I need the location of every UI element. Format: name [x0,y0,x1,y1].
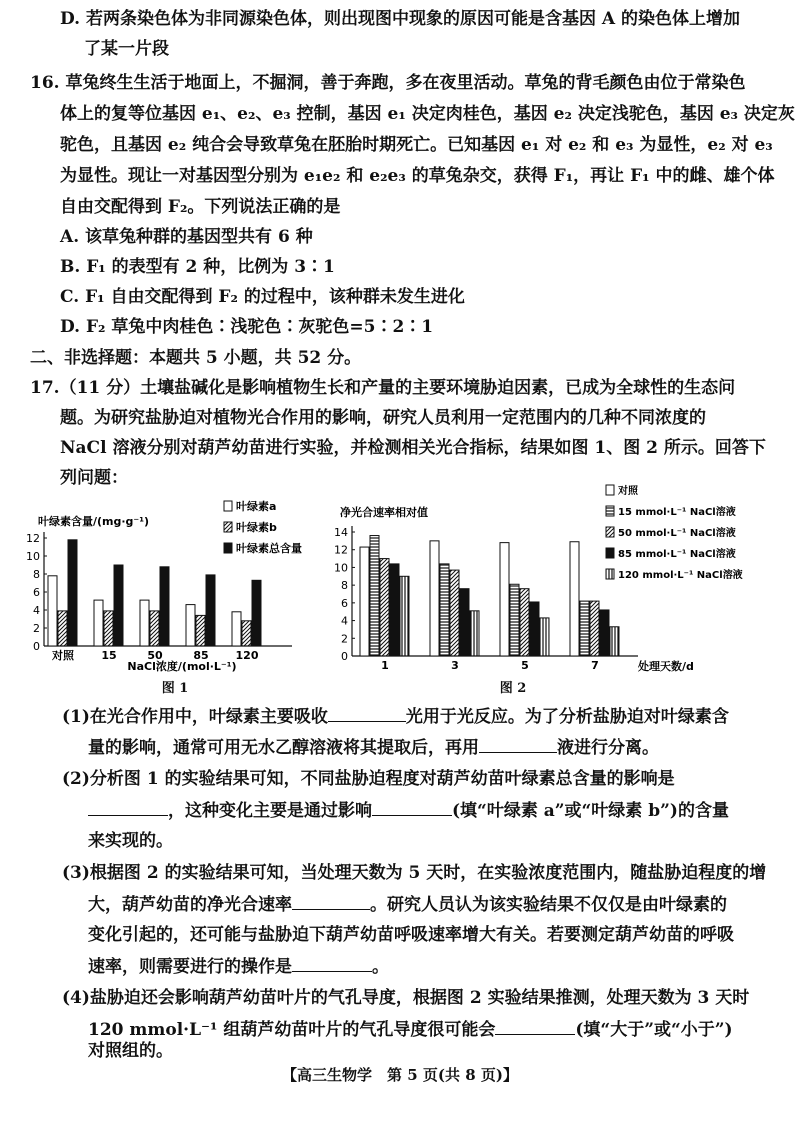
legend-swatch [224,501,232,511]
bar [94,600,103,646]
q17-part2-text-b: ，这种变化主要是通过影响 [168,801,372,821]
q17-part2-line1: (2)分析图 1 的实验结果可知，不同盐胁迫程度对葫芦幼苗叶绿素总含量的影响是 [62,769,675,789]
y-tick-label: 8 [341,579,348,593]
q17-part3-text-b: 大，葫芦幼苗的净光合速率 [88,895,292,915]
x-tick-label: 85 [193,649,209,662]
bar [206,575,215,646]
answer-blank-6[interactable] [292,955,372,972]
figure-2-caption: 图 2 [499,681,527,696]
q17-part2-text-c: (填“叶绿素 a”或“叶绿素 b”)的含量 [452,801,729,821]
answer-blank-1[interactable] [328,705,406,722]
bar [242,621,251,646]
y-tick-label: 4 [341,614,348,628]
legend-swatch [224,522,232,532]
x-axis-label: NaCl浓度/(mol·L⁻¹) [127,660,237,673]
bar [48,576,57,646]
bar [380,559,389,656]
bar [140,600,149,646]
bar [460,589,469,656]
answer-blank-3[interactable] [88,799,168,816]
y-tick-label: 4 [33,604,40,617]
legend-swatch [606,485,614,495]
legend-label: 120 mmol·L⁻¹ NaCl溶液 [618,570,743,581]
q17-stem-line1: 17.（11 分）土壤盐碱化是影响植物生长和产量的主要环境胁迫因素，已成为全球性的生态问 [30,378,736,398]
legend-label: 对照 [618,486,638,497]
legend-label: 叶绿素总含量 [236,542,302,555]
bar [610,627,619,656]
bar [520,589,529,656]
y-tick-label: 10 [26,550,40,563]
bar [500,543,509,656]
q17-part3-text-e: 速率，则需要进行的操作是 [88,957,292,977]
bar [68,540,77,646]
q17-stem-line2: 题。为研究盐胁迫对植物光合作用的影响，研究人员利用一定范围内的几种不同浓度的 [60,408,706,428]
q16-stem-line5: 自由交配得到 F₂。下列说法正确的是 [60,197,341,217]
y-tick-label: 12 [26,532,40,545]
bar [390,564,399,656]
y-tick-label: 0 [33,640,40,653]
q16-option-b: B. F₁ 的表型有 2 种，比例为 3∶1 [60,257,335,277]
q17-stem-line4: 列问题： [60,468,128,488]
x-tick-label: 7 [591,659,599,672]
bar [160,567,169,646]
figure-1-chart [26,498,332,686]
bar [150,611,159,646]
q17-part1-line1 [62,705,729,728]
q17-part2-line2 [88,799,729,822]
x-tick-label: 5 [521,659,529,672]
q15-option-d-cont: 了某一片段 [84,39,169,59]
bar [470,611,479,656]
q17-part1-line2 [88,736,659,759]
x-axis-label: 处理天数/d [638,660,694,673]
bar [600,610,609,656]
q16-stem-line4: 为显性。现让一对基因型分别为 e₁e₂ 和 e₂e₃ 的草兔杂交，获得 F₁，再让 F₁ 中的雌、雄个体 [60,166,775,186]
q16-stem-line3: 驼色，且基因 e₂ 纯合会导致草兔在胚胎时期死亡。已知基因 e₁ 对 e₂ 和 e₃ 为显性，e₂ 对 e₃ [60,135,773,155]
legend-swatch [606,548,614,558]
q17-part1-text-d: 液进行分离。 [557,738,659,758]
y-tick-label: 8 [33,568,40,581]
q17-part4-text-c: (填“大于”或“小于”) [575,1020,733,1040]
bar [196,615,205,646]
x-tick-label: 15 [101,649,117,662]
x-tick-label: 1 [381,659,389,672]
q17-part2-line3: 来实现的。 [88,831,173,851]
y-tick-label: 0 [341,650,348,663]
figure-1-caption: 图 1 [161,681,189,696]
figure-2-chart [334,480,770,686]
legend-label: 15 mmol·L⁻¹ NaCl溶液 [618,507,736,518]
bar [510,584,519,656]
y-tick-label: 10 [334,561,348,575]
q16-option-a: A. 该草兔种群的基因型共有 6 种 [60,227,313,247]
bar [570,542,579,656]
bar [580,601,589,656]
legend-label: 叶绿素b [236,521,277,534]
y-tick-label: 6 [341,596,348,610]
q16-option-c: C. F₁ 自由交配得到 F₂ 的过程中，该种群未发生进化 [60,287,465,307]
q17-part1-text-b: 光用于光反应。为了分析盐胁迫对叶绿素含 [405,707,729,727]
q17-part3-line4 [88,955,389,978]
bar [540,618,549,656]
bar [114,565,123,646]
bar [440,564,449,656]
legend-swatch [606,527,614,537]
q17-stem-line3: NaCl 溶液分别对葫芦幼苗进行实验，并检测相关光合指标，结果如图 1、图 2 所示。回答下 [60,438,766,458]
bar [232,612,241,646]
y-tick-label: 2 [33,622,40,635]
q16-stem-line2: 体上的复等位基因 e₁、e₂、e₃ 控制，基因 e₁ 决定肉桂色，基因 e₂ 决定浅驼色，基因 e₃ 决定灰 [60,104,795,124]
answer-blank-7[interactable] [495,1018,575,1035]
bar [450,570,459,656]
q17-part4-text-b: 120 mmol·L⁻¹ 组葫芦幼苗叶片的气孔导度很可能会 [88,1020,496,1040]
legend-label: 叶绿素a [236,500,277,513]
q15-option-d: D. 若两条染色体为非同源染色体，则出现图中现象的原因可能是含基因 A 的染色体上增加 [60,9,740,29]
page-footer: 【高三生物学 第 5 页(共 8 页)】 [282,1066,518,1084]
bar [400,576,409,656]
bar [590,601,599,656]
q17-part4-line3: 对照组的。 [88,1041,173,1061]
q17-part4-line1: (4)盐胁迫还会影响葫芦幼苗叶片的气孔导度，根据图 2 实验结果推测，处理天数为 3 天时 [62,988,750,1008]
q17-part3-text-c: 。研究人员认为该实验结果不仅仅是由叶绿素的 [370,895,727,915]
y-tick-label: 2 [341,632,348,646]
bar [186,605,195,646]
bar [430,541,439,656]
q17-part1-text-c: 量的影响，通常可用无水乙醇溶液将其提取后，再用 [88,738,479,758]
q17-part1-text-a: (1)在光合作用中，叶绿素主要吸收 [62,707,328,727]
q17-part3-line1: (3)根据图 2 的实验结果可知，当处理天数为 5 天时，在实验浓度范围内，随盐胁迫程度的增 [62,863,767,883]
x-tick-label: 120 [235,649,259,662]
bar [370,536,379,656]
legend-swatch [606,569,614,579]
section-heading: 二、非选择题：本题共 5 小题，共 52 分。 [30,348,362,368]
bar [58,611,67,646]
y-tick-label: 6 [33,586,40,599]
q17-part3-line3: 变化引起的，还可能与盐胁迫下葫芦幼苗呼吸速率增大有关。若要测定葫芦幼苗的呼吸 [88,925,734,945]
q17-part3-line2 [88,893,727,916]
legend-swatch [224,543,232,553]
legend-label: 85 mmol·L⁻¹ NaCl溶液 [618,549,736,560]
y-tick-label: 12 [334,543,348,557]
bar [104,611,113,646]
q16-stem-line1: 16. 草兔终生生活于地面上，不掘洞，善于奔跑，多在夜里活动。草兔的背毛颜色由位于常染色 [30,73,746,93]
answer-blank-2[interactable] [479,736,557,753]
answer-blank-4[interactable] [372,799,452,816]
x-tick-label: 50 [147,649,163,662]
legend-swatch [606,506,614,516]
y-tick-label: 14 [334,526,348,539]
bar [530,602,539,656]
bar [252,580,261,646]
q17-part3-text-f: 。 [372,957,389,977]
x-tick-label: 3 [451,659,459,672]
answer-blank-5[interactable] [292,893,370,910]
y-axis-label: 叶绿素含量/(mg·g⁻¹) [38,515,150,528]
legend-label: 50 mmol·L⁻¹ NaCl溶液 [618,528,736,539]
q16-option-d: D. F₂ 草兔中肉桂色∶浅驼色∶灰驼色=5∶2∶1 [60,317,434,337]
x-tick-label: 对照 [52,649,74,662]
y-axis-label: 净光合速率相对值 [340,506,428,519]
q17-part4-line2 [88,1018,733,1041]
bar [360,547,369,656]
